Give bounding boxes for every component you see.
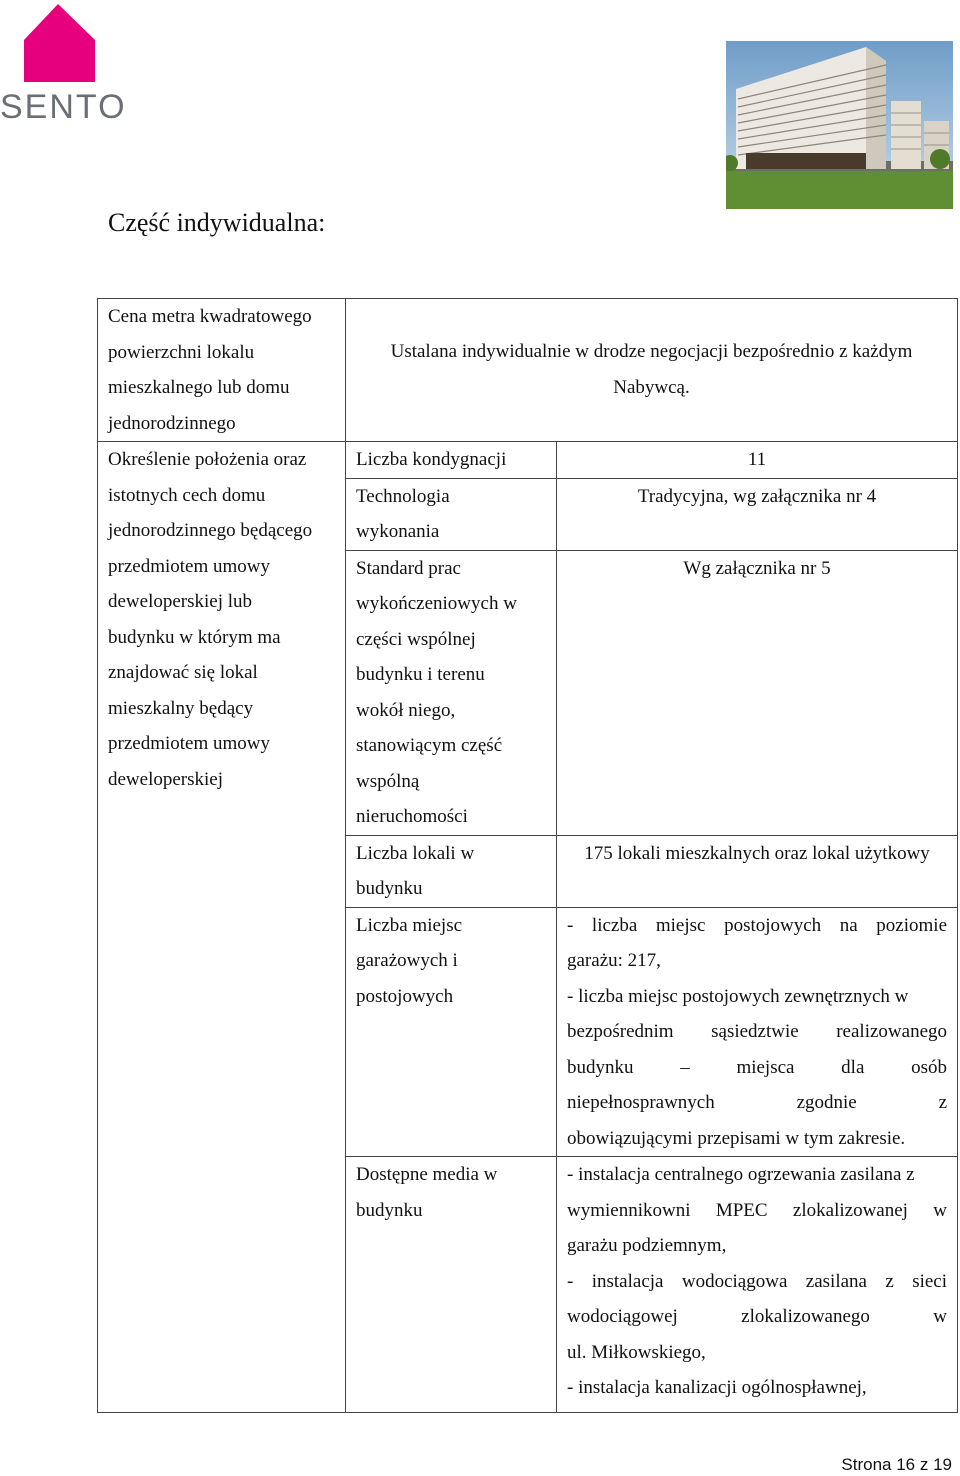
price-label-line: Cena metra kwadratowego xyxy=(108,306,312,327)
units-value-cell: 175 lokali mieszkalnych oraz lokal użytkowy xyxy=(557,835,958,907)
parking-label-cell xyxy=(346,907,557,1157)
table-row xyxy=(98,442,958,479)
parking-value-line: garażu: 217, xyxy=(567,950,661,971)
parking-value-line: - liczba miejsc postojowych na poziomie xyxy=(567,914,948,936)
building-photo xyxy=(726,41,953,209)
media-value-line: wymiennikowni MPEC zlokalizowanej w xyxy=(567,1199,948,1221)
standard-label-line: budynku i terenu xyxy=(356,664,485,685)
standard-label-line: Standard prac xyxy=(356,557,461,579)
media-value-cell xyxy=(557,1157,958,1413)
units-label-line: Liczba lokali w xyxy=(356,842,475,864)
tech-label-line: wykonania xyxy=(356,521,440,542)
price-value-line: Nabywcą. xyxy=(613,376,690,398)
tech-value-cell: Tradycyjna, wg załącznika nr 4 xyxy=(557,478,958,550)
parking-label-line: Liczba miejsc xyxy=(356,914,463,936)
floors-value-cell: 11 xyxy=(557,442,958,479)
location-label-line: deweloperskiej lub xyxy=(108,591,253,612)
parking-value-line: bezpośrednim sąsiedztwie realizowanego xyxy=(567,1021,948,1042)
standard-label-line: stanowiącym część xyxy=(356,735,503,756)
parking-value-line: obowiązującymi przepisami w tym zakresie. xyxy=(567,1127,906,1149)
location-label-cell xyxy=(98,442,346,1413)
parking-value-line: budynku – miejsca dla osób xyxy=(567,1056,948,1078)
location-label-line: przedmiotem umowy xyxy=(108,733,270,754)
location-label-line: Określenie położenia oraz xyxy=(108,449,307,470)
price-value-line: Ustalana indywidualnie w drodze negocjacji bezpośrednio z każdym xyxy=(390,341,913,362)
parking-label-line: garażowych i xyxy=(356,950,458,971)
section-title: Część indywidualna: xyxy=(108,208,326,237)
standard-label-line: części wspólnej xyxy=(356,628,476,650)
price-label-cell xyxy=(98,299,346,442)
media-label-cell xyxy=(346,1157,557,1413)
logo-text: SENTO xyxy=(0,88,127,126)
price-value-cell xyxy=(346,299,958,442)
media-label-line: budynku xyxy=(356,1199,423,1221)
media-value-line: - instalacja centralnego ogrzewania zasilana z xyxy=(567,1164,915,1185)
info-table xyxy=(97,298,958,1413)
standard-label-line: wykończeniowych w xyxy=(356,593,517,614)
media-value-line: wodociągowej zlokalizowanego w xyxy=(567,1306,948,1327)
parking-value-line: niepełnosprawnych zgodnie z xyxy=(567,1092,948,1113)
location-label-line: jednorodzinnego będącego xyxy=(108,520,313,541)
standard-value-cell: Wg załącznika nr 5 xyxy=(557,550,958,835)
units-label-cell xyxy=(346,835,557,907)
tech-label-line: Technologia xyxy=(356,485,450,507)
price-label-line: jednorodzinnego xyxy=(108,412,236,434)
location-label-line: przedmiotem umowy xyxy=(108,555,270,577)
parking-label-line: postojowych xyxy=(356,985,454,1007)
price-label-line: mieszkalnego lub domu xyxy=(108,377,290,398)
table-row xyxy=(98,299,958,442)
location-label-line: znajdować się lokal xyxy=(108,662,258,683)
parking-value-cell xyxy=(557,907,958,1157)
media-label-line: Dostępne media w xyxy=(356,1164,498,1185)
house-logo-icon xyxy=(0,0,120,90)
standard-label-line: wspólną xyxy=(356,770,420,792)
standard-label-line: wokół niego, xyxy=(356,699,456,721)
standard-label-line: nieruchomości xyxy=(356,806,468,827)
sento-logo xyxy=(0,0,127,130)
page-number: Strona 16 z 19 xyxy=(841,1455,952,1474)
location-label-line: istotnych cech domu xyxy=(108,484,266,506)
location-label-line: deweloperskiej xyxy=(108,768,224,790)
units-label-line: budynku xyxy=(356,878,423,899)
tech-label-cell xyxy=(346,478,557,550)
floors-label-cell: Liczba kondygnacji xyxy=(346,442,557,479)
price-label-line: powierzchni lokalu xyxy=(108,341,255,363)
standard-label-cell xyxy=(346,550,557,835)
media-value-line: ul. Miłkowskiego, xyxy=(567,1341,706,1363)
media-value-line: - instalacja kanalizacji ogólnospławnej, xyxy=(567,1377,867,1398)
media-value-line: - instalacja wodociągowa zasilana z sieci xyxy=(567,1270,948,1292)
location-label-line: mieszkalny będący xyxy=(108,697,254,719)
parking-value-line: - liczba miejsc postojowych zewnętrznych w xyxy=(567,985,909,1007)
media-value-line: garażu podziemnym, xyxy=(567,1235,727,1256)
location-label-line: budynku w którym ma xyxy=(108,626,281,648)
